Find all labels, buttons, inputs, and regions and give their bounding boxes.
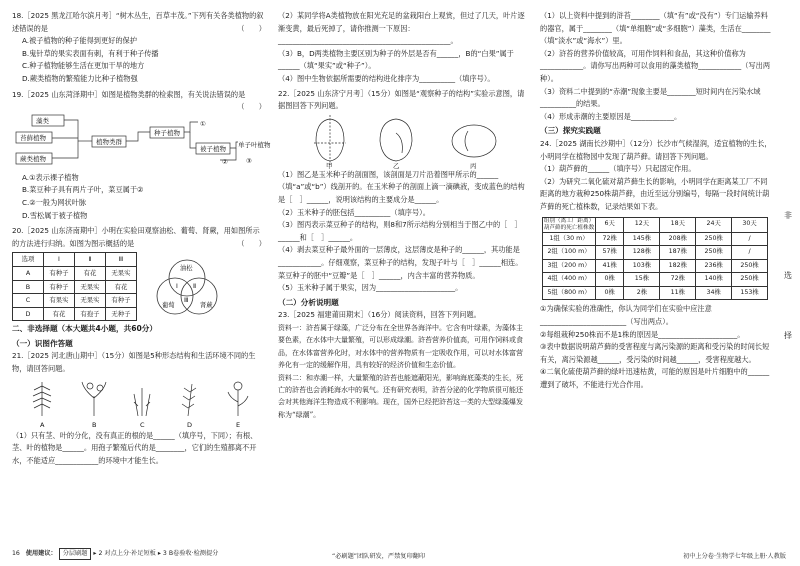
venn-left: 葡萄	[162, 301, 175, 309]
page-number: 16	[12, 550, 20, 557]
venn-r3: Ⅲ	[184, 296, 189, 304]
q21-label-c: C	[140, 420, 145, 429]
q19-option-b: B.菜豆种子具有两片子叶，菜豆属于②	[22, 185, 144, 195]
q19-option-d: D.雪松属于被子植物	[22, 210, 88, 220]
q18-title: 18.［2025 黑龙江哈尔滨月考］“树木丛生，百草丰茂。”下列有关各类植物的叙述错误的是 （ ）	[12, 11, 266, 33]
side-tab-1: 非	[784, 211, 792, 220]
table-row: D 有花 有孢子 无种子	[13, 307, 137, 321]
table-row: A 有种子 有花 无果实	[13, 266, 137, 280]
venn-right: 肾蕨	[200, 301, 213, 309]
footer-center: “必刷题”团队研发，严禁复印翻印	[332, 553, 426, 560]
q21-part4: （4）图中生物依据所需要的结构进化排序为__________（填序号）。	[278, 73, 495, 83]
footer-mid1: 对点上分·补足短板	[104, 550, 156, 557]
footer-left: 16 使用建议： 分层刷题 ▸ 2 对点上分·补足短板 ▸ 3 B卷验收·检测提分	[12, 548, 218, 560]
diagram-seed: 种子植物	[154, 128, 180, 137]
part2-sub2: （二）分析说明题	[278, 297, 339, 307]
q23-part2: （2）浒苔的营养价值较高，可用作饲料和食品，其这种价值称为____________。请你写出两种可以食用的藻类植物____________（写出两种）。	[540, 48, 771, 83]
q23-part1: （1）以上资料中提到的浒苔________（填“有”或“没有”）专门运输养料的器官，属于________（填“单细胞”或“多细胞”）藻类，生活在________（填“淡水”或“海水”）里。	[540, 11, 771, 46]
column-middle	[278, 10, 528, 421]
q21-part2: （2）某同学将A类植物放在阳光充足的盆栽阳台上观赏，但过了几天，叶片逐渐变黄，最后死掉了，请你推测一下原因：________________________________________________。	[278, 11, 525, 46]
footer-label: 使用建议：	[25, 550, 57, 557]
q21-label-b: B	[92, 420, 97, 429]
q21-part1: （1）只有茎、叶的分化，没有真正的根的是______（填序号，下同）；有根、茎、叶的植物是______。用孢子繁殖后代的是________，它们的生殖都离不开水，不能适应____________的环境中才能生长。	[12, 430, 258, 465]
table-row: 选项 Ⅰ Ⅱ Ⅲ	[13, 253, 137, 267]
q24-note-1: ①为确保实验的准确性，你认为同学们在实验中应注意________________________（写出两点）。	[540, 304, 712, 327]
table-row: 2组（100 m） 57株 128株 187株 250株 /	[543, 246, 768, 260]
q18-option-c: C.种子植物能够生活在更加干旱的地方	[22, 61, 145, 71]
part2-title: 二、非选择题（本大题共4小题，共60分）	[12, 324, 157, 334]
table-row: 1组（30 m） 72株 145株 208株 250株 /	[543, 232, 768, 246]
q24-part2: （2）为研究二氧化硫对葫芦藓生长的影响，小明同学在距离某工厂不同距离的地方栽种250株葫芦藓，由近至远分别编号，每隔一段时间统计葫芦藓的死亡植株数，记录结果如下表。	[540, 176, 770, 211]
diagram-root: 植物类群	[96, 137, 122, 146]
q22-seed-figure	[278, 113, 528, 169]
table-row: 4组（400 m） 0株 15株 72株 140株 250株	[543, 273, 768, 287]
diagram-angio: 被子植物	[200, 144, 226, 153]
diagram-algae: 藻类	[36, 116, 49, 125]
fig-label-yi: 乙	[393, 161, 400, 170]
column-left	[12, 10, 271, 467]
footer-right: 初中上分卷·生物学七年级上册·人教版	[683, 553, 786, 560]
diagram-c2: ②	[222, 157, 228, 166]
q23-material-2: 资料二：和赤潮一样，大量繁殖的浒苔也能遮蔽阳光，影响海底藻类的生长，死亡的浒苔也会消耗海水中的氧气。还有研究表明，浒苔分泌的化学物质很可能还会对其他海洋生物造成不利影响。现在，国外已经把浒苔这一类的大型绿藻爆发称为“绿潮”。	[278, 373, 523, 419]
table-row: B 有种子 无果实 有花	[13, 280, 137, 294]
side-tab-2: 选	[784, 271, 792, 280]
q21-label-d: D	[187, 420, 193, 429]
q18-option-d: D.蕨类植物的繁殖能力比种子植物强	[22, 73, 138, 83]
q23-part4: （4）形成赤潮的主要原因是____________。	[540, 111, 682, 121]
q22-title: 22.［2025 山东济宁月考］（15分）如图是“观察种子的结构”实验示意图，请据图回答下列问题。	[278, 88, 525, 111]
fig-label-bing: 丙	[470, 161, 477, 170]
part3-title: （三）探究实践题	[540, 126, 601, 136]
venn-r1: Ⅰ	[176, 282, 178, 290]
table-row: C 有果实 无果实 有种子	[13, 294, 137, 308]
diagram-mono: 单子叶植物	[238, 140, 271, 149]
q24-title: 24.［2025 湖南长沙期中］（12分）长沙市气候湿润，适宜植物的生长，小明同学在植物园中发现了葫芦藓。请回答下列问题。	[540, 138, 772, 161]
part2-sub1: （一）识图作答题	[12, 338, 73, 348]
diagram-fern: 蕨类植物	[20, 154, 46, 163]
q22-part3: （3）图丙表示菜豆种子的结构，则8和7所示结构分别相当于图乙中的［ ］______和［ ］______。	[278, 220, 522, 242]
fig-label-jia: 甲	[326, 161, 333, 170]
q20-title: 20.［2025 山东济南期中］小明在实验田观察油松、葡萄、肾蕨，用如图所示的方法进行归纳。如图为图示概括的是 （ ）	[12, 226, 266, 248]
table-row: 3组（200 m） 41株 103株 182株 236株 250株	[543, 259, 768, 273]
q21-title: 21.［2025 河北唐山期中］（15分）如图是5种形态结构和生活环境不同的生物，请回答问题。	[12, 351, 256, 374]
q18-option-b: B.鬼针草的果实表面有刺，有利于种子传播	[22, 48, 159, 58]
side-tab-3: 择	[784, 331, 792, 340]
q24-note-4: ④二氧化硫使葫芦藓的绿叶迅速枯黄，可能的原因是叶片细胞中的______遭到了破坏，不能进行光合作用。	[540, 367, 770, 390]
q20-table	[12, 252, 137, 321]
q24-note-3: ③表中数据说明葫芦藓的受害程度与离污染源的距离和受污染的时间长短有关，离污染源越______，受污染的时间越______，受害程度越大。	[540, 342, 770, 364]
q23-title: 23.［2025 福建莆田期末］（16分）阅读资料，回答下列问题。	[278, 310, 481, 320]
q20-figure	[12, 252, 266, 321]
q24-part1: （1）葫芦藓的______（填序号）只起固定作用。	[540, 164, 696, 174]
q24-note-2: ②每组栽种250株而不是1株的原因是______________________。	[540, 329, 745, 339]
q18-option-a: A.被子植物的种子能得到更好的保护	[22, 36, 137, 46]
q19-option-a: A.①表示裸子植物	[22, 172, 79, 182]
q21-label-e: E	[236, 420, 241, 429]
q23-part3: （3）资料二中提到的“赤潮”现象主要是________短时间内在污染水域__________的结果。	[540, 86, 761, 109]
diagram-moss: 苔藓植物	[20, 133, 46, 142]
q22-part4: （4）剥去菜豆种子最外面的一层薄皮，这层薄皮是种子的______，其功能是____________。仔细观察，菜豆种子的结构，发现子叶与［ ］______相连。菜豆种子的胚中“豆瓣”是［ ］______，内含丰富的营养物质。	[278, 245, 523, 280]
q20-venn-diagram	[149, 256, 225, 318]
table-corner: 组别（离工厂距离） 葫芦藓的死亡植株数	[543, 217, 595, 231]
q24-table	[542, 217, 768, 301]
diagram-c3: ③	[246, 156, 252, 165]
q21-label-a: A	[40, 420, 45, 429]
q23-material-1: 资料一：浒苔属于绿藻，广泛分布在全世界各海洋中。它含有叶绿素，为藻体主要色素，在水体中大量繁殖，可以形成绿潮。浒苔营养价值高，可用作饲料或食品，在水体富营养化时，对水体中的营养物质有一定吸收作用，可以对水体富营养化有一定的缓解作用，具有较好的经济价值和生态价值。	[278, 323, 523, 370]
table-row: 5组（800 m） 0株 2株 11株 34株 153株	[543, 286, 768, 300]
q21-organisms-figure	[12, 376, 266, 430]
diagram-c1: ①	[200, 119, 206, 128]
table-row: 组别（离工厂距离） 葫芦藓的死亡植株数 6天 12天 18天 24天 30天	[543, 217, 768, 232]
venn-r2: Ⅱ	[193, 282, 197, 290]
footer-mid2: B卷验收·检测提分	[168, 550, 219, 557]
footer-badge: 分层刷题	[59, 548, 92, 560]
q19-key-diagram	[12, 114, 271, 172]
q19-option-c: C.②一般为网状叶脉	[22, 197, 87, 207]
venn-top: 油松	[180, 264, 193, 272]
q21-part3: （3）B，D两类植物主要区别为种子的外层是否有______，B的“白果”属于______（填“果实”或“种子”）。	[278, 48, 514, 71]
q22-part2: （2）玉米种子的胚包括__________（填序号）。	[278, 207, 430, 217]
q19-title: 19.［2025 山东菏泽期中］如图是植物类群的检索图，有关说法错误的是 （ ）	[12, 89, 266, 112]
column-right	[540, 10, 774, 392]
q22-part5: （5）玉米种子属于果实，因为______________________。	[278, 283, 463, 293]
q22-part1: （1）图乙是玉米种子的剖面图，该剖面是刀片沿着图甲所示的______（填“a”或“b”）线剖开的。在玉米种子的剖面上滴一滴碘液，变成蓝色的结构是［ ］______，说明该结构的主要成分是______。	[278, 169, 525, 204]
